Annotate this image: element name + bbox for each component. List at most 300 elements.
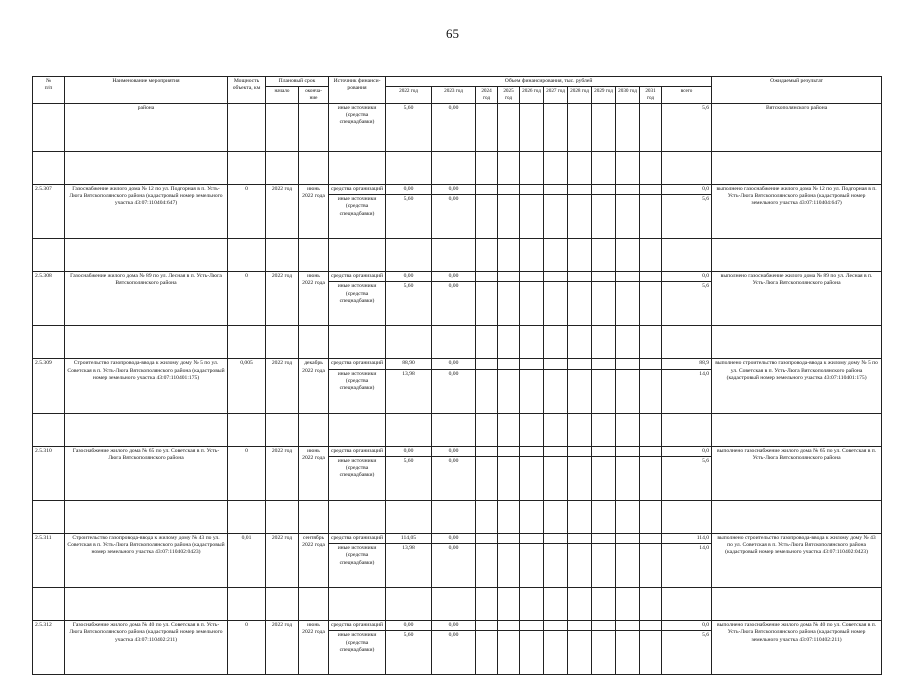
- cell-empty-year: [640, 456, 662, 500]
- cell-source: иные источники (средства спецнадбавки): [329, 369, 386, 413]
- cell-2030: [616, 103, 640, 151]
- spacer-row: [33, 239, 882, 272]
- cell-empty-year: [640, 446, 662, 456]
- header-year: 2026 год: [520, 87, 544, 104]
- cell-source: средства организаций: [329, 446, 386, 456]
- cell-empty-year: [476, 359, 498, 369]
- header-year: 2027 год: [544, 87, 568, 104]
- cell-blank: [712, 413, 882, 446]
- cell-2022: 5,60: [386, 195, 432, 239]
- cell-empty-year: [476, 272, 498, 282]
- cell-blank: [228, 413, 266, 446]
- header-power: Мощность объекта, км: [228, 77, 266, 104]
- cell-blank: [33, 239, 65, 272]
- table-row: [33, 359, 882, 369]
- cell-empty-year: [520, 446, 544, 456]
- cell-blank: [498, 413, 520, 446]
- cell-blank: [432, 326, 476, 359]
- cell-2022: 13,98: [386, 369, 432, 413]
- cell-power: 0: [228, 621, 266, 675]
- spacer-row: [33, 413, 882, 446]
- cell-2023: 0,00: [432, 103, 476, 151]
- cell-empty-year: [498, 184, 520, 194]
- cell-end: июнь 2022 года: [299, 446, 329, 500]
- cell-blank: [616, 500, 640, 533]
- cell-blank: [65, 151, 228, 184]
- cell-blank: [640, 500, 662, 533]
- cell-empty-year: [498, 456, 520, 500]
- cell-2025: [498, 103, 520, 151]
- cell-blank: [498, 500, 520, 533]
- cell-empty-year: [544, 544, 568, 588]
- cell-empty-year: [640, 544, 662, 588]
- cell-blank: [386, 151, 432, 184]
- cell-blank: [520, 326, 544, 359]
- table-body: [33, 103, 882, 675]
- cell-num: 2.5.312: [33, 621, 65, 675]
- cell-empty-year: [568, 446, 592, 456]
- cell-empty-year: [592, 359, 616, 369]
- cell-source: иные источники (средства спецнадбавки): [329, 103, 386, 151]
- cell-empty-year: [498, 359, 520, 369]
- header-plan-end: оконча- ние: [299, 87, 329, 104]
- cell-empty-year: [568, 195, 592, 239]
- cell-blank: [65, 413, 228, 446]
- cell-num: [33, 103, 65, 151]
- cell-num: 2.5.307: [33, 184, 65, 238]
- cell-2023: 0,00: [432, 272, 476, 282]
- cell-total: 0,0: [662, 621, 712, 631]
- cell-empty-year: [568, 359, 592, 369]
- continuation-row: [33, 103, 882, 151]
- cell-empty-year: [476, 621, 498, 631]
- cell-blank: [640, 326, 662, 359]
- cell-2023: 0,00: [432, 621, 476, 631]
- cell-blank: [266, 413, 299, 446]
- cell-blank: [299, 239, 329, 272]
- cell-empty-year: [520, 544, 544, 588]
- cell-empty-year: [544, 533, 568, 543]
- cell-blank: [592, 413, 616, 446]
- header-num: № п/п: [33, 77, 65, 104]
- cell-empty-year: [544, 369, 568, 413]
- cell-empty-year: [592, 533, 616, 543]
- cell-blank: [592, 239, 616, 272]
- cell-result: выполнено газоснабжение жилого дома № 12 по ул. Подгорная в п. Усть-Люга Вятскополянского района (кадастровый номер земельного участка 43:07:110404:647): [712, 184, 882, 238]
- cell-blank: [662, 413, 712, 446]
- cell-empty-year: [544, 456, 568, 500]
- cell-empty-year: [640, 195, 662, 239]
- cell-blank: [712, 588, 882, 621]
- cell-blank: [266, 326, 299, 359]
- cell-blank: [712, 326, 882, 359]
- cell-blank: [386, 413, 432, 446]
- cell-blank: [568, 151, 592, 184]
- header-year: 2031 год: [640, 87, 662, 104]
- header-year: 2029 год: [592, 87, 616, 104]
- cell-empty-year: [592, 272, 616, 282]
- cell-blank: [33, 326, 65, 359]
- cell-blank: [520, 500, 544, 533]
- cell-empty-year: [476, 184, 498, 194]
- cell-blank: [544, 326, 568, 359]
- cell-empty-year: [476, 456, 498, 500]
- cell-total: 14,0: [662, 544, 712, 588]
- cell-2022: 5,60: [386, 631, 432, 675]
- cell-result: выполнено газоснабжение жилого дома № 40 по ул. Советская в п. Усть-Люга Вятскополянского района (кадастровый номер земельного участка 43:07:110402:211): [712, 621, 882, 675]
- cell-source: средства организаций: [329, 272, 386, 282]
- cell-2023: 0,00: [432, 456, 476, 500]
- cell-empty-year: [498, 533, 520, 543]
- cell-blank: [299, 326, 329, 359]
- cell-blank: [544, 413, 568, 446]
- cell-empty-year: [592, 456, 616, 500]
- cell-blank: [432, 413, 476, 446]
- cell-2022: 0,00: [386, 446, 432, 456]
- cell-empty-year: [568, 369, 592, 413]
- cell-blank: [712, 239, 882, 272]
- header-plan-start: начало: [266, 87, 299, 104]
- cell-blank: [65, 500, 228, 533]
- cell-empty-year: [640, 631, 662, 675]
- cell-empty-year: [568, 544, 592, 588]
- cell-blank: [432, 500, 476, 533]
- header-name: Наименование мероприятия: [65, 77, 228, 104]
- cell-empty-year: [640, 533, 662, 543]
- cell-2023: 0,00: [432, 446, 476, 456]
- spacer-row: [33, 588, 882, 621]
- cell-empty-year: [544, 621, 568, 631]
- spacer-row: [33, 326, 882, 359]
- cell-blank: [329, 239, 386, 272]
- table-row: [33, 446, 882, 456]
- cell-empty-year: [544, 282, 568, 326]
- header-year: 2030 год: [616, 87, 640, 104]
- cell-empty-year: [616, 456, 640, 500]
- cell-start: 2022 год: [266, 272, 299, 326]
- cell-blank: [520, 413, 544, 446]
- cell-empty-year: [640, 282, 662, 326]
- cell-empty-year: [640, 369, 662, 413]
- cell-total: 0,0: [662, 446, 712, 456]
- cell-blank: [662, 151, 712, 184]
- cell-blank: [228, 239, 266, 272]
- cell-result: выполнено газоснабжение жилого дома № 65 по ул. Советская в п. Усть-Люга Вятскополянского района: [712, 446, 882, 500]
- cell-empty-year: [544, 446, 568, 456]
- cell-result: выполнено строительство газопровода-ввода к жилому дому № 5 по ул. Советская в п. Усть-Люга Вятскополянского района (кадастровый номер земельного участка 43:07:110401:175): [712, 359, 882, 413]
- cell-blank: [386, 326, 432, 359]
- cell-blank: [544, 588, 568, 621]
- cell-blank: [329, 326, 386, 359]
- cell-blank: [299, 500, 329, 533]
- cell-empty-year: [592, 282, 616, 326]
- cell-blank: [33, 151, 65, 184]
- cell-name: Строительство газопровода-ввода к жилому дому № 5 по ул. Советская в п. Усть-Люга Вятскополянского района (кадастровый номер земельного участка 43:07:110401:175): [65, 359, 228, 413]
- cell-result: выполнено газоснабжение жилого дома № 89 по ул. Лесная в п. Усть-Люга Вятскополянского района: [712, 272, 882, 326]
- cell-blank: [498, 239, 520, 272]
- cell-end: июнь 2022 года: [299, 184, 329, 238]
- cell-empty-year: [520, 533, 544, 543]
- cell-empty-year: [568, 282, 592, 326]
- cell-name: района: [65, 103, 228, 151]
- cell-empty-year: [592, 369, 616, 413]
- cell-empty-year: [568, 631, 592, 675]
- cell-empty-year: [616, 184, 640, 194]
- cell-blank: [329, 500, 386, 533]
- cell-source: иные источники (средства спецнадбавки): [329, 631, 386, 675]
- cell-empty-year: [592, 446, 616, 456]
- cell-power: 0: [228, 184, 266, 238]
- cell-empty-year: [616, 533, 640, 543]
- cell-end: [299, 103, 329, 151]
- cell-blank: [476, 239, 498, 272]
- header-plan: Плановый срок: [266, 77, 329, 87]
- cell-2022: 88,90: [386, 359, 432, 369]
- cell-blank: [662, 239, 712, 272]
- cell-blank: [592, 588, 616, 621]
- cell-empty-year: [616, 282, 640, 326]
- cell-blank: [33, 413, 65, 446]
- cell-empty-year: [616, 631, 640, 675]
- cell-empty-year: [476, 533, 498, 543]
- cell-blank: [386, 500, 432, 533]
- cell-blank: [266, 239, 299, 272]
- cell-total: 88,9: [662, 359, 712, 369]
- cell-name: Строительство газопровода-ввода к жилому дому № 43 по ул. Советская в п. Усть-Люга Вятскополянского района (кадастровый номер земельного участка 43:07:110402:0423): [65, 533, 228, 587]
- cell-blank: [640, 239, 662, 272]
- cell-total: 5,6: [662, 456, 712, 500]
- cell-blank: [616, 239, 640, 272]
- cell-empty-year: [520, 184, 544, 194]
- cell-source: средства организаций: [329, 184, 386, 194]
- cell-blank: [33, 588, 65, 621]
- cell-blank: [476, 413, 498, 446]
- cell-blank: [544, 151, 568, 184]
- cell-2023: 0,00: [432, 195, 476, 239]
- cell-empty-year: [544, 195, 568, 239]
- cell-blank: [662, 326, 712, 359]
- table-row: [33, 272, 882, 282]
- cell-result: выполнено строительство газопровода-ввода к жилому дому № 43 по ул. Советская в п. Усть-Люга Вятскополянского района (кадастровый номер земельного участка 43:07:110402:0423): [712, 533, 882, 587]
- cell-empty-year: [616, 544, 640, 588]
- cell-blank: [65, 588, 228, 621]
- cell-empty-year: [592, 621, 616, 631]
- cell-power: 0,005: [228, 359, 266, 413]
- cell-start: 2022 год: [266, 533, 299, 587]
- cell-empty-year: [498, 272, 520, 282]
- cell-empty-year: [616, 446, 640, 456]
- cell-source: иные источники (средства спецнадбавки): [329, 456, 386, 500]
- header-result: Ожидаемый результат: [712, 77, 882, 104]
- cell-empty-year: [476, 446, 498, 456]
- cell-blank: [520, 588, 544, 621]
- cell-2023: 0,00: [432, 359, 476, 369]
- financing-table: [32, 76, 882, 675]
- header-year: 2023 год: [432, 87, 476, 104]
- cell-power: 0: [228, 446, 266, 500]
- cell-blank: [329, 151, 386, 184]
- cell-empty-year: [544, 631, 568, 675]
- cell-empty-year: [616, 369, 640, 413]
- cell-2022: 0,00: [386, 621, 432, 631]
- cell-empty-year: [476, 544, 498, 588]
- header-year: 2028 год: [568, 87, 592, 104]
- cell-blank: [498, 326, 520, 359]
- table-row: [33, 621, 882, 631]
- cell-2022: 0,00: [386, 272, 432, 282]
- cell-2023: 0,00: [432, 369, 476, 413]
- cell-total: 5,6: [662, 103, 712, 151]
- cell-blank: [228, 588, 266, 621]
- header-source: Источник финанси- рования: [329, 77, 386, 104]
- cell-start: [266, 103, 299, 151]
- cell-empty-year: [476, 195, 498, 239]
- cell-empty-year: [476, 369, 498, 413]
- cell-start: 2022 год: [266, 621, 299, 675]
- cell-blank: [498, 588, 520, 621]
- cell-empty-year: [498, 631, 520, 675]
- cell-source: средства организаций: [329, 533, 386, 543]
- cell-blank: [640, 151, 662, 184]
- cell-end: сентябрь 2022 года: [299, 533, 329, 587]
- cell-empty-year: [476, 631, 498, 675]
- cell-empty-year: [498, 282, 520, 326]
- cell-2027: [544, 103, 568, 151]
- cell-blank: [432, 239, 476, 272]
- cell-empty-year: [520, 359, 544, 369]
- cell-empty-year: [544, 184, 568, 194]
- cell-power: 0: [228, 272, 266, 326]
- cell-blank: [386, 588, 432, 621]
- cell-empty-year: [476, 282, 498, 326]
- cell-blank: [544, 239, 568, 272]
- table-row: [33, 533, 882, 543]
- table-header: [33, 77, 882, 104]
- cell-blank: [616, 588, 640, 621]
- cell-blank: [299, 151, 329, 184]
- cell-source: иные источники (средства спецнадбавки): [329, 282, 386, 326]
- header-total: всего: [662, 87, 712, 104]
- cell-blank: [329, 588, 386, 621]
- cell-empty-year: [616, 272, 640, 282]
- cell-empty-year: [592, 195, 616, 239]
- cell-blank: [299, 588, 329, 621]
- cell-empty-year: [640, 621, 662, 631]
- cell-source: средства организаций: [329, 621, 386, 631]
- cell-blank: [498, 151, 520, 184]
- cell-empty-year: [544, 272, 568, 282]
- cell-blank: [568, 239, 592, 272]
- cell-blank: [616, 413, 640, 446]
- cell-total: 0,0: [662, 184, 712, 194]
- spacer-row: [33, 151, 882, 184]
- cell-empty-year: [520, 621, 544, 631]
- cell-end: июнь 2022 года: [299, 272, 329, 326]
- cell-num: 2.5.310: [33, 446, 65, 500]
- cell-blank: [662, 500, 712, 533]
- cell-blank: [266, 588, 299, 621]
- cell-num: 2.5.311: [33, 533, 65, 587]
- cell-total: 14,0: [662, 369, 712, 413]
- cell-blank: [568, 588, 592, 621]
- cell-2022: 5,60: [386, 103, 432, 151]
- cell-total: 0,0: [662, 272, 712, 282]
- cell-empty-year: [498, 369, 520, 413]
- cell-blank: [476, 588, 498, 621]
- cell-2022: 114,05: [386, 533, 432, 543]
- cell-2028: [568, 103, 592, 151]
- cell-2022: 5,60: [386, 456, 432, 500]
- cell-blank: [712, 500, 882, 533]
- cell-2022: 13,98: [386, 544, 432, 588]
- header-year: 2024 год: [476, 87, 498, 104]
- header-year: 2025 год: [498, 87, 520, 104]
- cell-empty-year: [498, 446, 520, 456]
- cell-empty-year: [544, 359, 568, 369]
- cell-empty-year: [520, 282, 544, 326]
- cell-blank: [662, 588, 712, 621]
- cell-2026: [520, 103, 544, 151]
- cell-start: 2022 год: [266, 446, 299, 500]
- cell-blank: [299, 413, 329, 446]
- cell-blank: [266, 500, 299, 533]
- cell-name: Газоснабжение жилого дома № 40 по ул. Советская в п. Усть-Люга Вятскополянского района (кадастровый номер земельного участка 43:07:110402:211): [65, 621, 228, 675]
- cell-2023: 0,00: [432, 533, 476, 543]
- cell-name: Газоснабжение жилого дома № 12 по ул. Подгорная в п. Усть-Люга Вятскополянского района (кадастровый номер земельного участка 43:07:110404:647): [65, 184, 228, 238]
- cell-blank: [65, 239, 228, 272]
- cell-empty-year: [616, 195, 640, 239]
- cell-2031: [640, 103, 662, 151]
- cell-blank: [640, 588, 662, 621]
- cell-blank: [228, 500, 266, 533]
- cell-blank: [616, 151, 640, 184]
- cell-num: 2.5.309: [33, 359, 65, 413]
- cell-blank: [228, 151, 266, 184]
- cell-blank: [33, 500, 65, 533]
- cell-blank: [228, 326, 266, 359]
- cell-blank: [592, 326, 616, 359]
- table-row: [33, 184, 882, 194]
- cell-total: 114,0: [662, 533, 712, 543]
- cell-2023: 0,00: [432, 631, 476, 675]
- cell-2023: 0,00: [432, 184, 476, 194]
- cell-2024: [476, 103, 498, 151]
- cell-result: Вятскополянского района: [712, 103, 882, 151]
- cell-blank: [476, 151, 498, 184]
- cell-blank: [520, 151, 544, 184]
- cell-empty-year: [568, 621, 592, 631]
- cell-name: Газоснабжение жилого дома № 89 по ул. Лесная в п. Усть-Люга Вятскополянского района: [65, 272, 228, 326]
- cell-empty-year: [520, 369, 544, 413]
- cell-empty-year: [616, 621, 640, 631]
- cell-num: 2.5.308: [33, 272, 65, 326]
- cell-2022: 5,60: [386, 282, 432, 326]
- header-year: 2022 год: [386, 87, 432, 104]
- cell-blank: [568, 500, 592, 533]
- cell-power: 0,01: [228, 533, 266, 587]
- cell-blank: [568, 413, 592, 446]
- cell-empty-year: [592, 184, 616, 194]
- cell-empty-year: [616, 359, 640, 369]
- cell-blank: [476, 326, 498, 359]
- cell-empty-year: [498, 621, 520, 631]
- cell-blank: [432, 151, 476, 184]
- cell-empty-year: [568, 184, 592, 194]
- spacer-row: [33, 500, 882, 533]
- cell-2023: 0,00: [432, 544, 476, 588]
- cell-blank: [520, 239, 544, 272]
- cell-empty-year: [520, 631, 544, 675]
